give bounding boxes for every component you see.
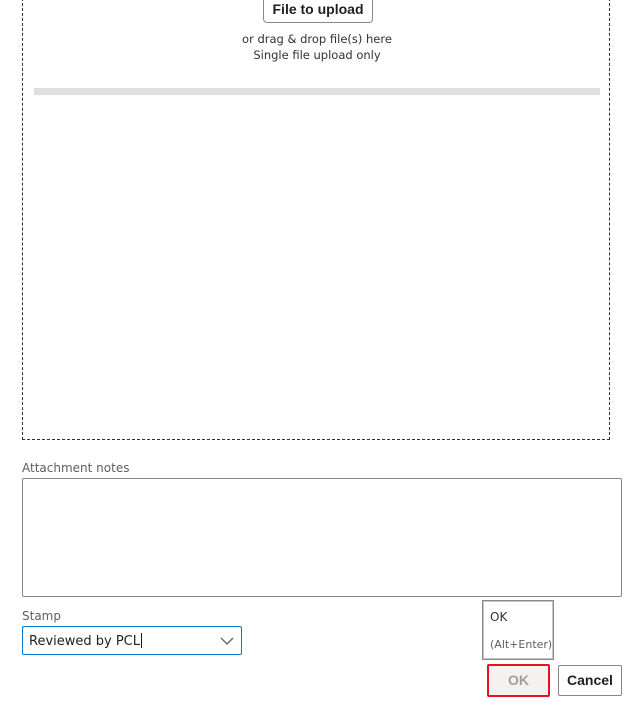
file-to-upload-button[interactable]: File to upload	[263, 0, 373, 23]
upload-progress-bar	[34, 88, 600, 95]
ok-tooltip	[482, 600, 554, 660]
file-drop-zone[interactable]	[22, 0, 610, 440]
ok-button[interactable]: OK	[487, 664, 550, 697]
stamp-label: Stamp	[22, 609, 61, 623]
attachment-notes-input[interactable]	[22, 478, 622, 597]
cancel-button[interactable]: Cancel	[558, 665, 622, 696]
stamp-combobox[interactable]	[22, 626, 242, 655]
attachment-notes-label: Attachment notes	[22, 461, 130, 475]
chevron-down-icon[interactable]	[219, 633, 235, 649]
tooltip-title: OK	[490, 610, 508, 624]
stamp-value-container	[29, 633, 142, 649]
drag-drop-hint: or drag & drop file(s) here	[242, 32, 392, 46]
stamp-value: Reviewed by PCL	[29, 634, 141, 649]
tooltip-shortcut: (Alt+Enter)	[490, 638, 553, 651]
single-file-hint: Single file upload only	[253, 48, 381, 62]
text-caret	[141, 633, 142, 648]
